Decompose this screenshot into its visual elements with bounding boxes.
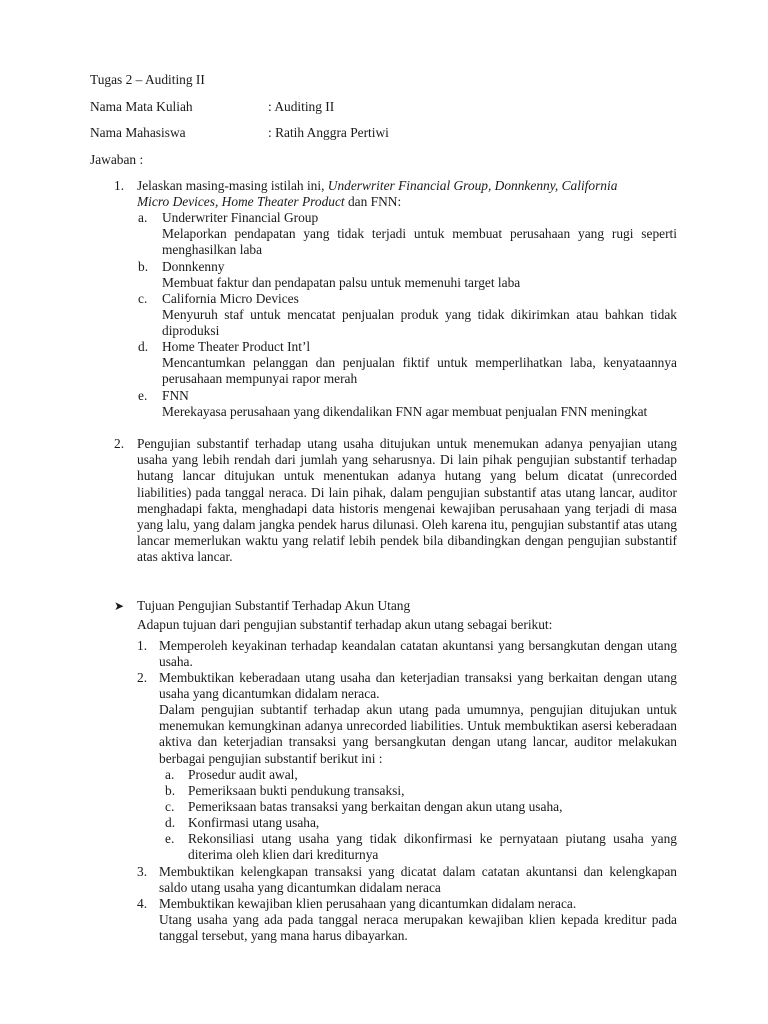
procedure-text: Konfirmasi utang usaha, [188, 815, 320, 830]
section-intro: Adapun tujuan dari pengujian substantif terhadap akun utang sebagai berikut: [137, 617, 553, 632]
student-label: Nama Mahasiswa [90, 125, 186, 140]
objective-text: Memperoleh keyakinan terhadap keandalan catatan akuntansi yang bersangkutan dengan utang usaha. [159, 638, 677, 670]
course-value: : Auditing II [268, 99, 335, 114]
answer-label: Jawaban : [90, 152, 144, 167]
section-heading: Tujuan Pengujian Substantif Terhadap Akun Utang [137, 598, 411, 613]
objective-number: 1. [137, 638, 148, 653]
procedure-letter: d. [165, 815, 176, 830]
document-title: Tugas 2 – Auditing II [90, 72, 205, 87]
q1-question-line2: Micro Devices, Home Theater Product dan FNN: [137, 194, 402, 209]
objective-number: 3. [137, 864, 148, 879]
procedure-letter: e. [165, 831, 175, 846]
student-value: : Ratih Anggra Pertiwi [268, 125, 389, 140]
q1-item-letter: d. [138, 339, 149, 354]
q1-item-letter: e. [138, 388, 148, 403]
q1-item-desc: Merekayasa perusahaan yang dikendalikan FNN agar membuat penjualan FNN meningkat [162, 404, 648, 419]
q1-item-desc: Menyuruh staf untuk mencatat penjualan produk yang tidak dikirimkan atau bahkan tidak diproduksi [162, 307, 677, 339]
q1-number: 1. [114, 178, 125, 193]
objective-paragraph: Dalam pengujian subtantif terhadap akun utang pada umumnya, pengujian ditujukan untuk menemukan kemungkinan adanya unrecorded liabilities. Untuk membuktikan asersi keberadaan aktiva dan keterjadian transaksi yang bersangkutan dengan utang lancar, auditor melakukan berbagai pengujian substantif berikut ini : [159, 702, 677, 766]
q2-answer: Pengujian substantif terhadap utang usaha ditujukan untuk menemukan adanya penyajian utang usaha yang lebih rendah dari jumlah yang seharusnya. Di lain pihak pengujian substantif terhadap hutang lancar ditujukan untuk menentukan adanya hutang yang belum dicatat (unrecorded liabilities) pada tanggal neraca. Di lain pihak, dalam pengujian substantif atas utang lancar, auditor menghadapi fakta, menghadapi data historis mengenai kewajiban perusahaan yang terjadi di masa yang lalu, yang dalam jangka pendek harus dilunasi. Oleh karena itu, pengujian substantif atas utang lancar memerlukan waktu yang relatif lebih pendek bila dibandingkan dengan pengujian substantif atas aktiva lancar. [137, 436, 677, 565]
q1-item-title: California Micro Devices [162, 291, 299, 306]
objective-text: Membuktikan keberadaan utang usaha dan keterjadian transaksi yang berkaitan dengan utang usaha yang dicantumkan didalam neraca. [159, 670, 677, 702]
bullet-arrow-icon: ➤ [114, 599, 125, 613]
procedure-text: Pemeriksaan batas transaksi yang berkaitan dengan akun utang usaha, [188, 799, 563, 814]
q1-item-title: Underwriter Financial Group [162, 210, 319, 225]
procedure-letter: b. [165, 783, 176, 798]
q1-item-desc: Membuat faktur dan pendapatan palsu untuk memenuhi target laba [162, 275, 521, 290]
objective-number: 4. [137, 896, 148, 911]
q2-number: 2. [114, 436, 125, 451]
objective-text: Membuktikan kelengkapan transaksi yang dicatat dalam catatan akuntansi dan kelengkapan saldo utang usaha yang dicantumkan didalam neraca [159, 864, 677, 896]
procedure-text: Pemeriksaan bukti pendukung transaksi, [188, 783, 405, 798]
q1-item-title: FNN [162, 388, 189, 403]
objective-text: Membuktikan kewajiban klien perusahaan yang dicantumkan didalam neraca. [159, 896, 577, 911]
q1-item-desc: Mencantumkan pelanggan dan penjualan fiktif untuk memperlihatkan laba, kenyataannya perusahaan mempunyai rapor merah [162, 355, 677, 387]
procedure-text: Prosedur audit awal, [188, 767, 298, 782]
q1-item-letter: a. [138, 210, 148, 225]
q1-item-letter: b. [138, 259, 149, 274]
q1-item-title: Home Theater Product Int’l [162, 339, 311, 354]
objective-number: 2. [137, 670, 148, 685]
q1-item-letter: c. [138, 291, 148, 306]
procedure-text: Rekonsiliasi utang usaha yang tidak dikonfirmasi ke pernyataan piutang usaha yang diterima oleh klien dari krediturnya [188, 831, 677, 863]
procedure-letter: a. [165, 767, 175, 782]
course-label: Nama Mata Kuliah [90, 99, 193, 114]
procedure-letter: c. [165, 799, 175, 814]
q1-item-desc: Melaporkan pendapatan yang tidak terjadi untuk membuat perusahaan yang rugi seperti menghasilkan laba [162, 226, 677, 258]
q1-item-title: Donnkenny [162, 259, 225, 274]
q1-question-line1: Jelaskan masing-masing istilah ini, Underwriter Financial Group, Donnkenny, California [137, 178, 618, 193]
objective-paragraph: Utang usaha yang ada pada tanggal neraca merupakan kewajiban klien kepada kreditur pada tanggal tersebut, yang mana harus dibayarkan. [159, 912, 677, 944]
